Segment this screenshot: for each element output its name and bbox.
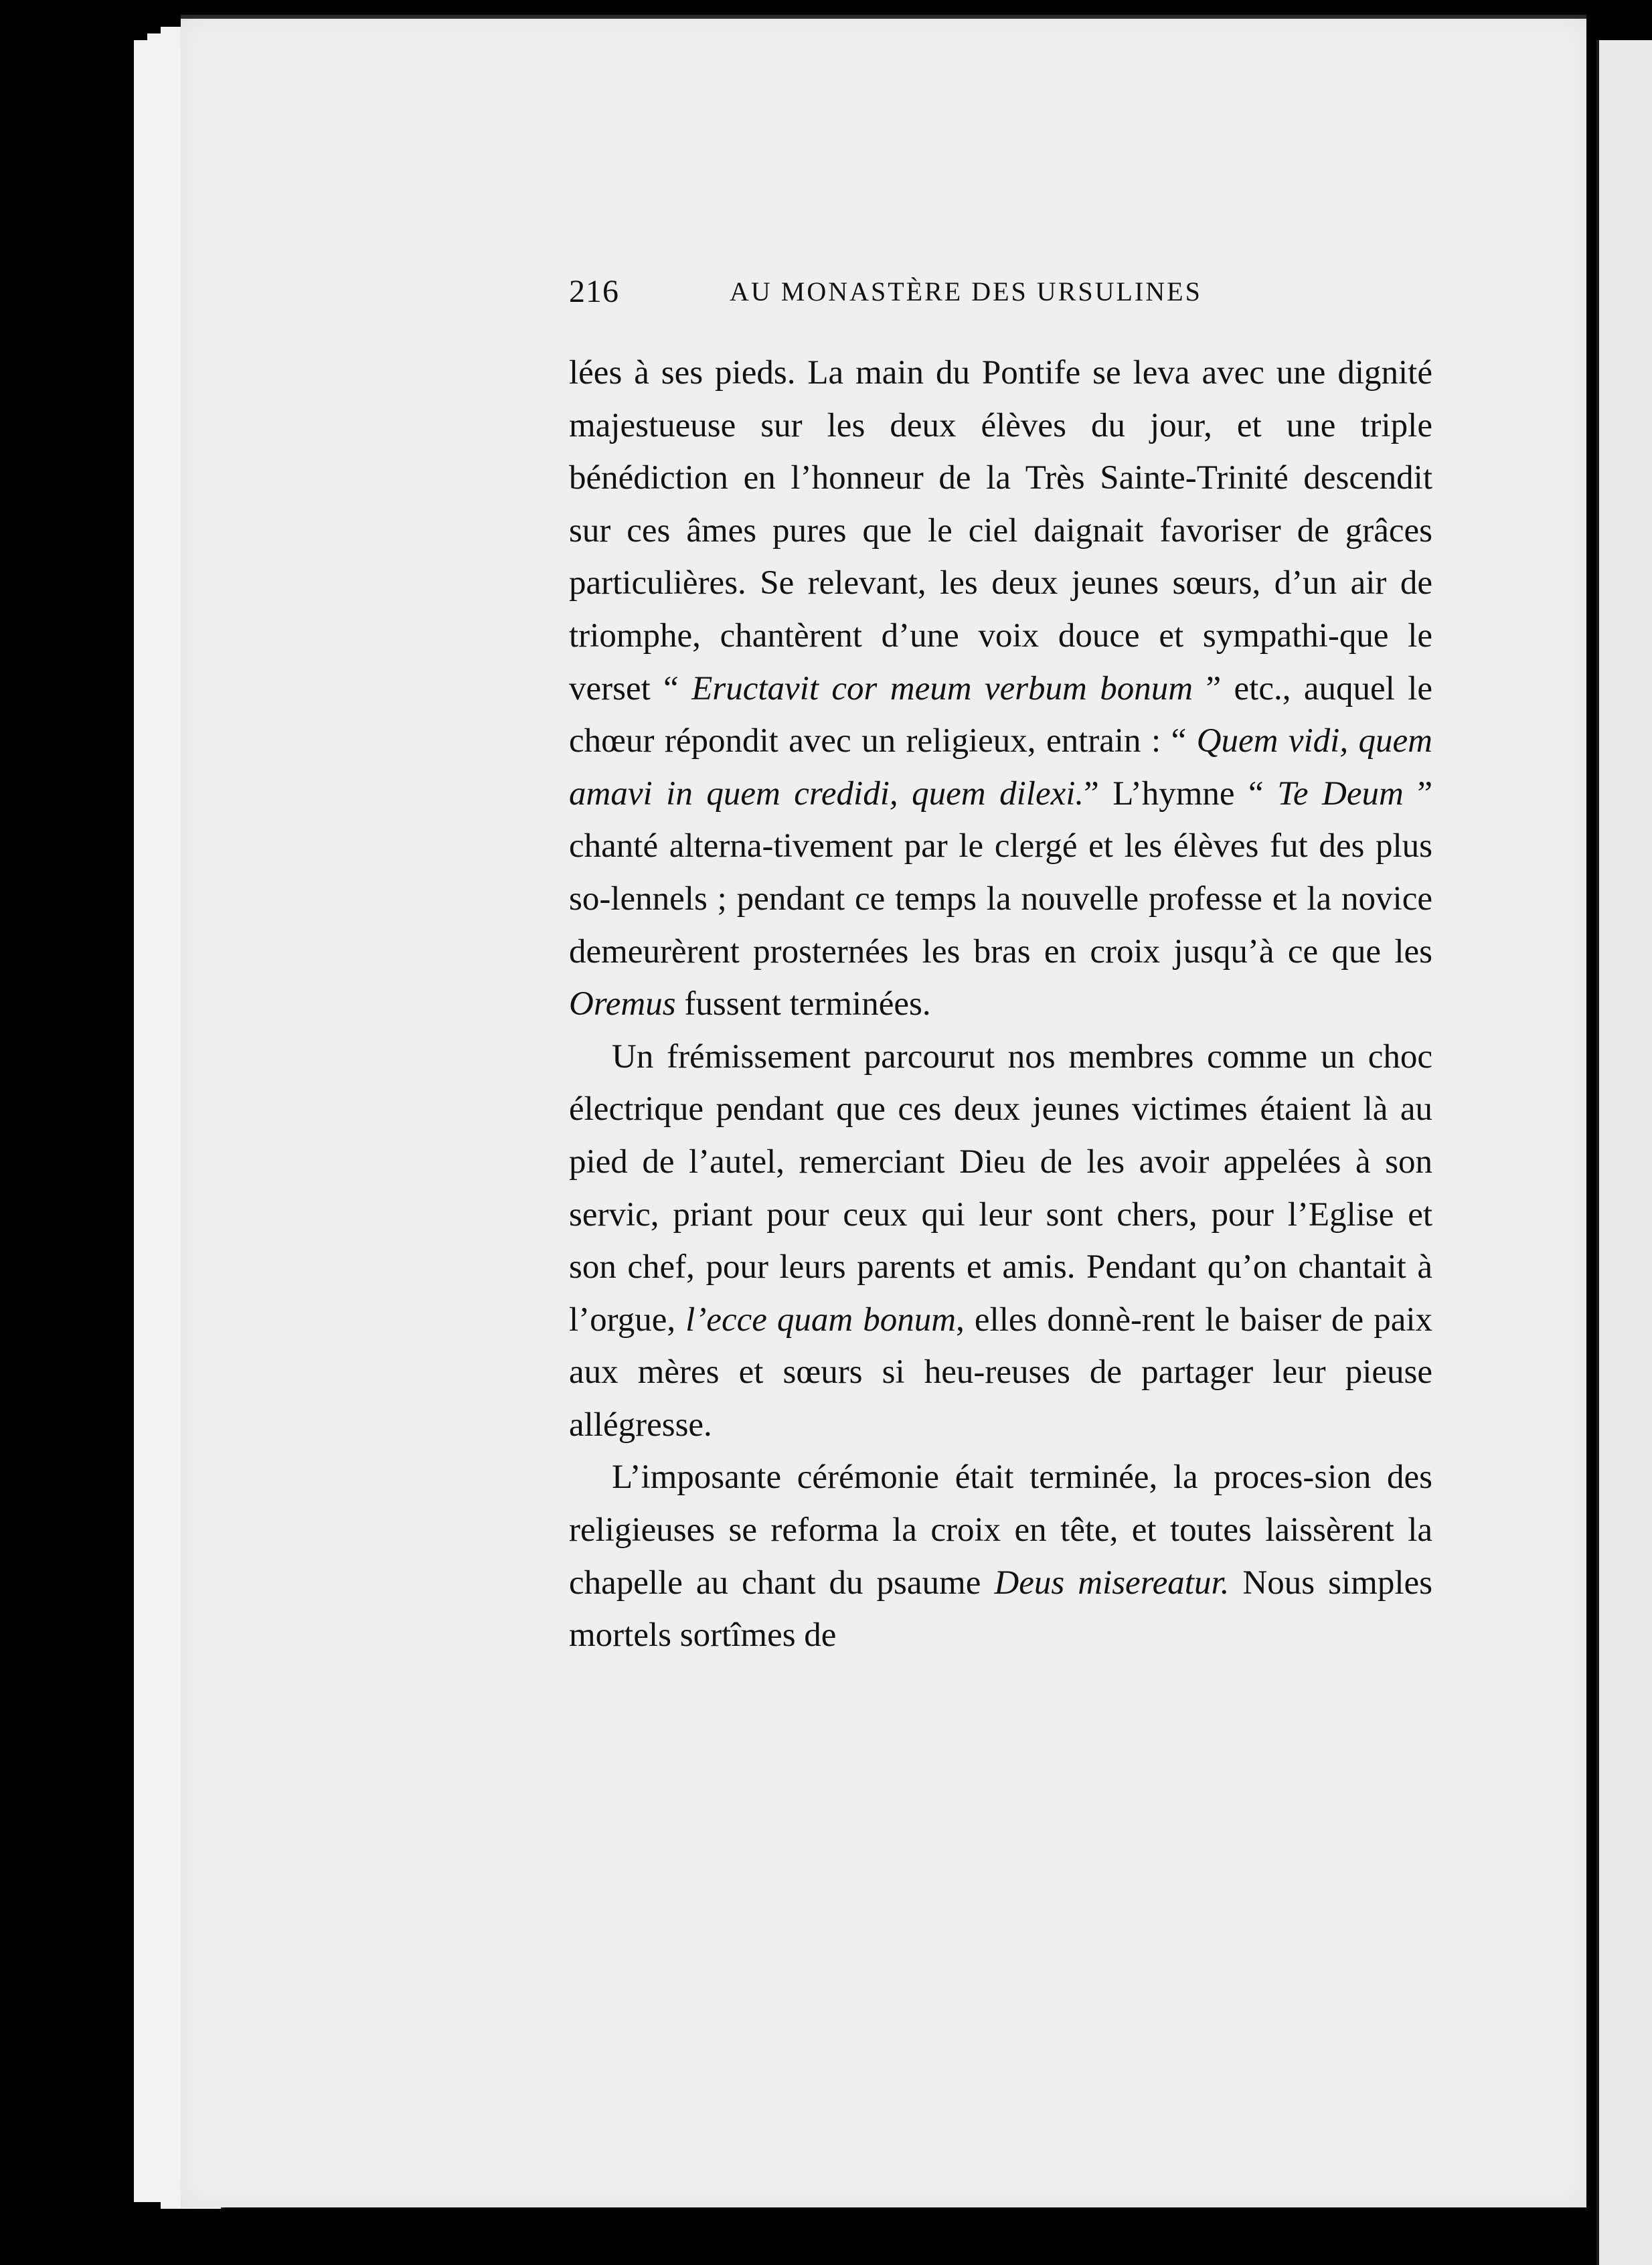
latin-quote: Te Deum bbox=[1277, 774, 1404, 813]
paragraph bbox=[569, 1451, 1432, 1661]
latin-quote: Eructavit cor meum verbum bonum bbox=[691, 669, 1193, 707]
body-text bbox=[569, 347, 1432, 1662]
text-segment: Un frémissement parcourut nos membres comme un choc électrique pendant que ces deux jeunes victimes étaient là au pied de l’autel, remerciant Dieu de les avoir appelées à son servic, priant pour ceux qui leur sont chers, pour l’Eglise et son chef, pour leurs parents et amis. Pendant qu’on chantait à l’orgue, bbox=[569, 1037, 1432, 1339]
text-segment: L’imposante cérémonie était terminée, la proces-sion des religieuses se reforma la croix en tête, et toutes laissèrent la chapelle au chant du psaume bbox=[569, 1458, 1432, 1602]
paragraph bbox=[569, 1031, 1432, 1452]
latin-quote: l’ecce quam bonum bbox=[685, 1301, 957, 1339]
text-segment: fussent terminées. bbox=[675, 985, 931, 1023]
latin-word: Oremus bbox=[569, 985, 676, 1023]
text-segment: , elles donnè-rent le baiser de paix aux mères et sœurs si heu-reuses de partager leur pieuse allégresse. bbox=[569, 1301, 1433, 1444]
latin-quote: Quem vidi, quem amavi in quem credidi, quem dilexi. bbox=[569, 722, 1432, 813]
paragraph bbox=[569, 347, 1432, 1031]
page-number: 216 bbox=[569, 274, 619, 309]
text-segment: lées à ses pieds. La main du Pontife se leva avec une dignité majestueuse sur les deux élèves du jour, et une triple bénédiction en l’honneur de la Très Sainte-Trinité descendit sur ces âmes pures que le ciel daignait favoriser de grâces particulières. Se relevant, les deux jeunes sœurs, d’un air de triomphe, chantèrent d’une voix douce et sympathi-que le verset “ bbox=[569, 354, 1432, 707]
running-title: AU MONASTÈRE DES URSULINES bbox=[730, 276, 1202, 307]
latin-quote: Deus misereatur. bbox=[994, 1564, 1230, 1602]
running-head bbox=[569, 273, 1432, 313]
text-segment: ” etc., auquel le chœur répondit avec un religieux, entrain : “ bbox=[569, 669, 1432, 760]
text-segment: ” L’hymne “ bbox=[1084, 774, 1278, 813]
text-segment: Nous simples mortels sortîmes de bbox=[569, 1564, 1432, 1655]
text-segment: ” chanté alterna-tivement par le clergé et les élèves fut des plus so-lennels ; pendant ce temps la nouvelle professe et la novice demeurèrent prosternées les bras en croix jusqu’à ce que les bbox=[569, 774, 1432, 971]
facing-page-edge bbox=[1596, 40, 1652, 2265]
